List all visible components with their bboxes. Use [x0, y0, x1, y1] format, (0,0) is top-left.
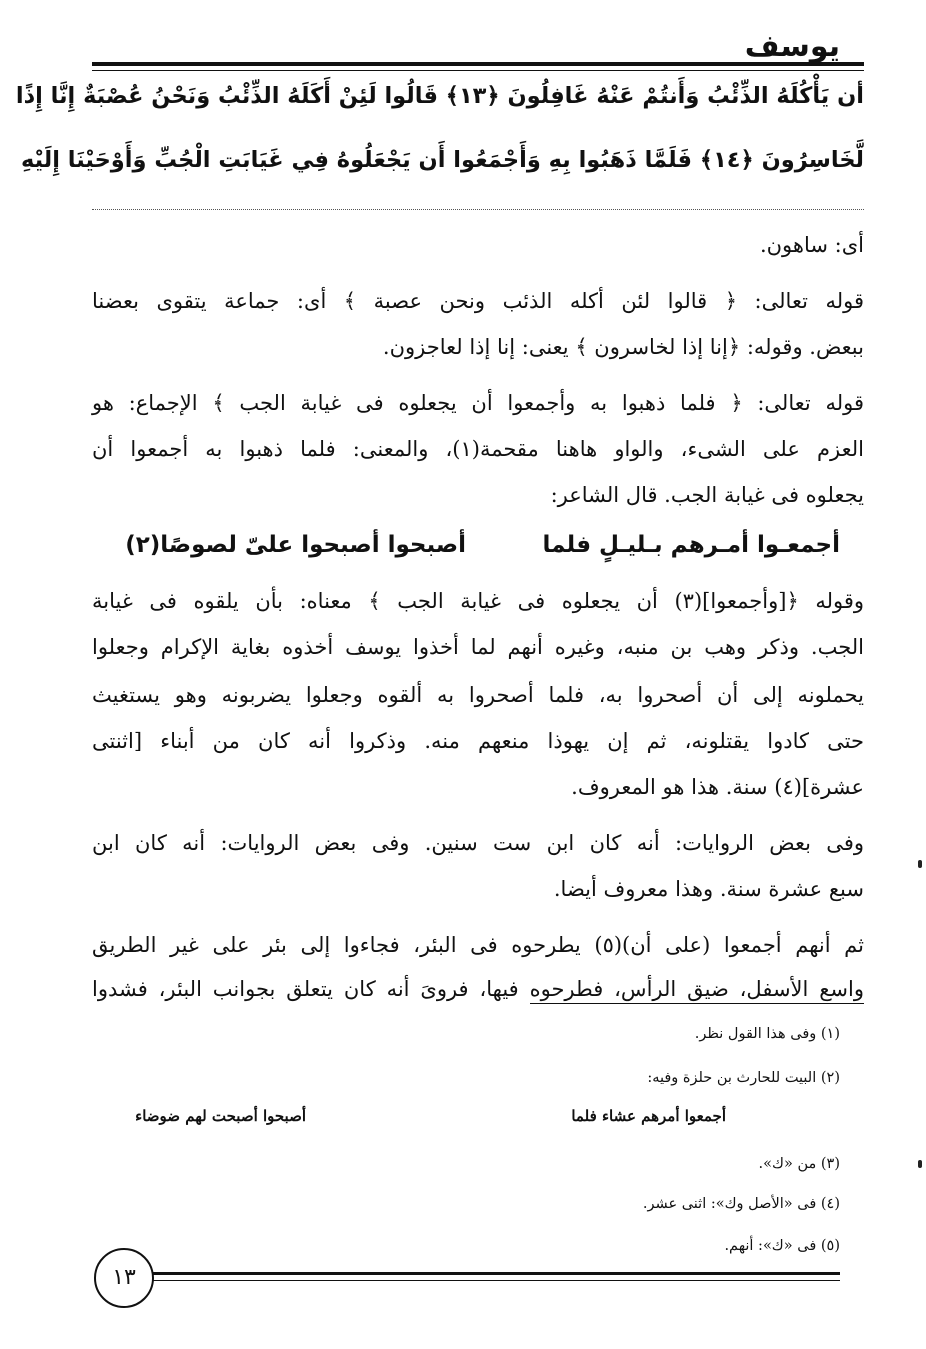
footer-rule-thin — [140, 1280, 840, 1281]
footnote-3: (٣) من «ك». — [758, 1156, 840, 1172]
commentary-line: العزم على الشىء، والواو هاهنا مقحمة(١)، والمعنى: فلما ذهبوا به أجمعوا أن — [92, 437, 864, 461]
commentary-line: وقوله ﴿[وأجمعوا](٣) أن يجعلوه فى غيابة الجب ﴾ معناه: بأن يلقوه فى غيابة — [92, 589, 865, 613]
commentary-line: قوله تعالى: ﴿ فلما ذهبوا به وأجمعوا أن يجعلوه فى غيابة الجب ﴾ الإجماع: هو — [92, 391, 864, 415]
underlined-phrase: واسع الأسفل، ضيق الرأس، فطرحوه — [530, 977, 864, 1004]
verse-number-13: ﴿١٣﴾ — [445, 83, 500, 109]
footnote-1: (١) وفى هذا القول نظر. — [694, 1026, 840, 1042]
verse-text: قَالُوا لَئِنْ أَكَلَهُ الذِّئْبُ وَنَحْنُ عُصْبَةٌ إِنَّا إِذًا — [15, 83, 438, 109]
page-number: ١٣ — [112, 1265, 136, 1290]
verse-text: أن يَأْكُلَهُ الذِّئْبُ وَأَنتُمْ عَنْهُ غَافِلُونَ — [507, 83, 864, 109]
footnote-4: (٤) فى «الأصل وك»: اثنى عشر. — [642, 1196, 840, 1212]
page-number-badge — [94, 1248, 154, 1308]
commentary-line: ببعض. وقوله: ﴿إنا إذا لخاسرون ﴾ يعنى: إنا إذا لعاجزون. — [382, 335, 864, 359]
poetry-hemistich-first: أجمعـوا أمـرهم بـليـلٍ فلما — [542, 532, 840, 558]
commentary-line: الجب. وذكر وهب بن منبه، وغيره أنهم لما أخذوا يوسف أخذوه بغاية الإكرام وجعلوا — [92, 635, 864, 659]
verse-number-14: ﴿١٤﴾ — [699, 147, 754, 173]
commentary-line: يحملونه إلى أن أصحروا به، فلما أصحروا به ألقوه وجعلوا يضربونه وهو يستغيث — [92, 683, 864, 707]
verse-text: لَّخَاسِرُونَ — [761, 147, 864, 173]
quran-verse-line-2 — [20, 140, 864, 180]
footer-rule-thick — [140, 1272, 840, 1275]
commentary-line — [92, 970, 864, 1008]
footnote-2: (٢) البيت للحارث بن حلزة وفيه: — [647, 1070, 840, 1086]
surah-title: يوسف — [744, 29, 840, 64]
scan-mark — [918, 1160, 922, 1168]
commentary-line: حتى كادوا يقتلونه، ثم إن يهوذا منعهم منه. وذكروا أنه كان من أبناء [اثنتى — [92, 729, 864, 753]
commentary-line: ثم أنهم أجمعوا (على أن)(٥) يطرحوه فى البئر، فجاءوا إلى بئر على غير الطريق — [92, 933, 864, 957]
commentary-line: يجعلوه فى غيابة الجب. قال الشاعر: — [550, 483, 864, 507]
commentary-line: قوله تعالى: ﴿ قالوا لئن أكله الذئب ونحن عصبة ﴾ أى: جماعة يتقوى بعضنا — [92, 289, 864, 313]
commentary-line: أى: ساهون. — [759, 233, 864, 257]
commentary-line: وفى بعض الروايات: أنه كان ابن ست سنين. وفى بعض الروايات: أنه كان ابن — [92, 831, 864, 855]
commentary-line: عشرة](٤) سنة. هذا هو المعروف. — [571, 775, 864, 799]
verse-separator — [92, 209, 864, 210]
commentary-line: سبع عشرة سنة. وهذا معروف أيضا. — [553, 877, 864, 901]
scan-mark — [918, 860, 922, 868]
line-text: فيها، فروىَ أنه كان يتعلق بجوانب البئر، فشدوا — [92, 977, 519, 1001]
verse-text: فَلَمَّا ذَهَبُوا بِهِ وَأَجْمَعُوا أَن يَجْعَلُوهُ فِي غَيَابَتِ الْجُبِّ وَأَوْحَيْنَا إِلَيْهِ — [20, 147, 693, 173]
poetry-hemistich-second: أصبحوا أصبحوا علىّ لصوصًا(٢) — [125, 532, 466, 558]
footnote-poetry-second: أصبحوا أصبحت لهم ضوضاء — [135, 1107, 306, 1125]
header-rule-thin — [92, 70, 864, 71]
quran-verse-line-1 — [15, 76, 864, 116]
footnote-5: (٥) فى «ك»: أنهم. — [724, 1238, 840, 1254]
footnote-poetry-first: أجمعوا أمرهم عشاء فلما — [571, 1107, 726, 1125]
header-rule-thick — [92, 62, 864, 66]
